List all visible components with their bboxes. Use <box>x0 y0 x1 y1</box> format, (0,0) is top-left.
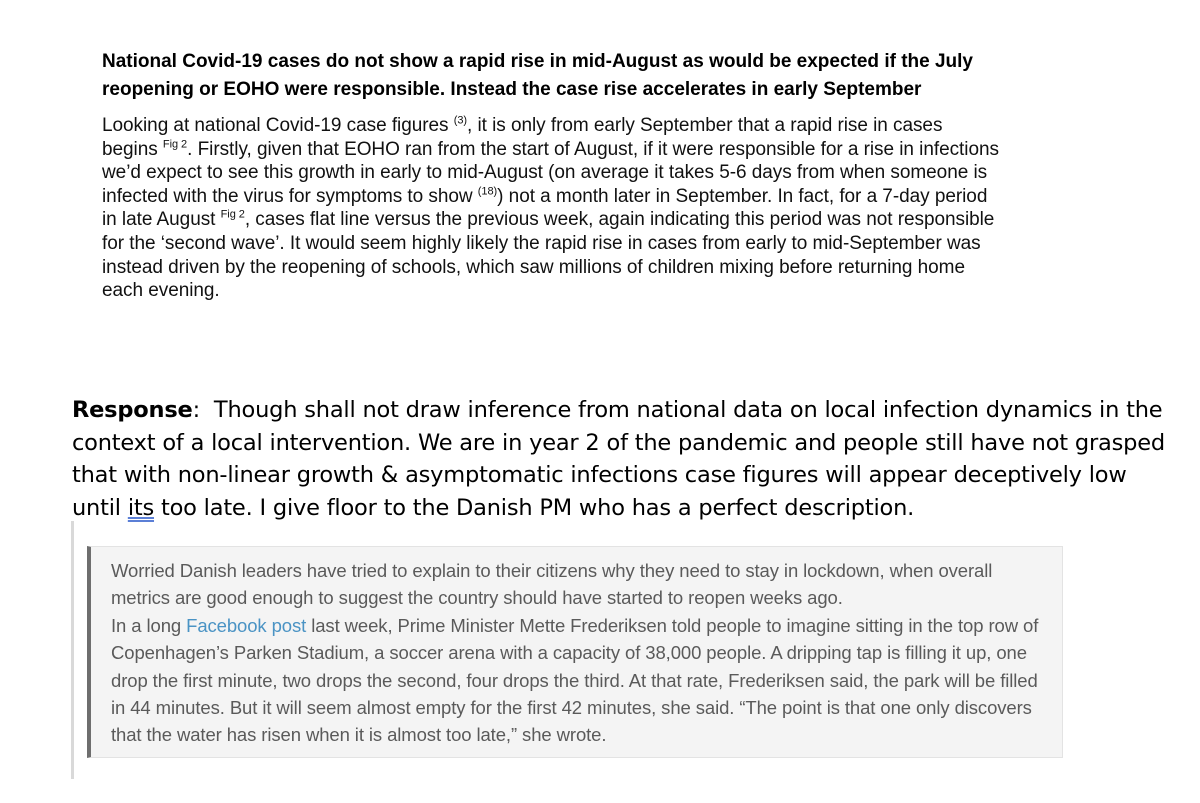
spellcheck-underlined-word: its <box>127 494 155 521</box>
paragraph-text: ) not a month later in September. In fact, for a 7-day period in late August <box>102 185 988 231</box>
quote-outer-bar <box>71 521 74 779</box>
response-text: Though shall not draw inference from national data on local infection dynamics in the context of a local intervention. We are in year 2 of the pandemic and people still have not grasped that with non-linear growth & asymptomatic infections case figures will appear deceptively low until <box>72 397 1172 521</box>
paragraph-text: , cases flat line versus the previous week, again indicating this period was not responsible for the ‘second wave’. It would seem highly likely the rapid rise in cases from early to mid-September was instead driven by the reopening of schools, which saw millions of children mixing before returning home each evening. <box>102 209 995 302</box>
response-colon: : <box>192 397 201 423</box>
quote-text-segment: last week, Prime Minister Mette Frederiksen told people to imagine sitting in the top row of Copenhagen’s Parken Stadium, a soccer arena with a capacity of 38,000 people. A dripping tap is filling it up, one drop the first minute, two drops the second, four drops the third. At that rate, Frederiksen said, the park will be filled in 44 minutes. But it will seem almost empty for the first 42 minutes, she said. “The point is that one only discovers that the water has risen when it is almost too late,” she wrote. <box>111 614 1039 746</box>
figure-reference-superscript: Fig 2 <box>220 209 245 222</box>
response-label: Response <box>72 397 193 423</box>
paragraph-text: . Firstly, given that EOHO ran from the start of August, if it were responsible for a rise in infections we’d expect to see this growth in early to mid-August (on average it takes 5-6 days from when someone is infected with the virus for symptoms to show <box>102 138 999 207</box>
response-text: too late. I give floor to the Danish PM who has a perfect description. <box>154 494 915 521</box>
blockquote <box>87 546 1063 758</box>
paragraph-text: Looking at national Covid-19 case figures <box>102 115 454 136</box>
figure-reference-superscript: Fig 2 <box>162 138 188 151</box>
quote-text <box>111 557 1056 749</box>
quote-paragraph: Worried Danish leaders have tried to explain to their citizens why they need to stay in lockdown, when overall metrics are good enough to suggest the country should have started to reopen weeks ago. <box>111 560 993 609</box>
quote-paragraph <box>111 612 1056 749</box>
document-paragraph <box>102 114 1002 303</box>
document-heading: National Covid-19 cases do not show a rapid rise in mid-August as would be expected if the July reopening or EOHO were responsible. Instead the case rise accelerates in early September <box>102 51 974 100</box>
paragraph-text: , it is only from early September that a rapid rise in cases begins <box>102 115 943 160</box>
quote-text-segment: In a long <box>111 614 187 636</box>
response-paragraph <box>72 394 1172 524</box>
citation-superscript: (3) <box>453 114 468 127</box>
document-excerpt <box>102 48 1002 303</box>
citation-superscript: (18) <box>477 185 498 198</box>
facebook-post-link[interactable]: Facebook post <box>186 614 307 636</box>
